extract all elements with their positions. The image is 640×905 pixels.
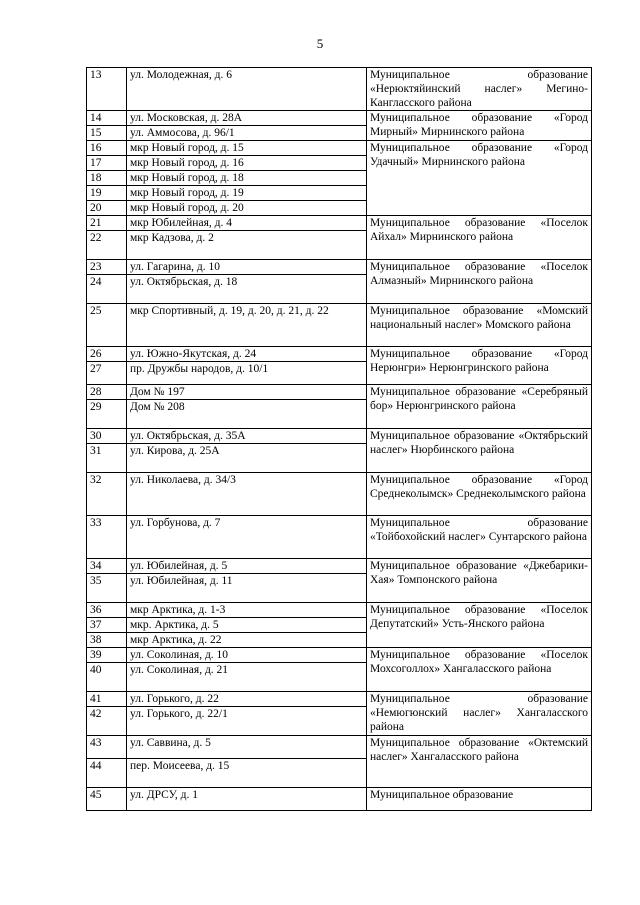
- municipality-cell: Муниципальное образование «Момский национальный наслег» Момского района: [367, 304, 592, 347]
- municipality-cell: Муниципальное образование «Поселок Алмазный» Мирнинского района: [367, 260, 592, 304]
- address-cell: мкр Арктика, д. 1-3: [127, 603, 367, 618]
- address-cell: мкр Юбилейная, д. 4: [127, 216, 367, 231]
- row-number: 30: [87, 429, 127, 444]
- address-cell: пер. Моисеева, д. 15: [127, 759, 367, 788]
- row-number: 18: [87, 171, 127, 186]
- row-number: 17: [87, 156, 127, 171]
- address-cell: ул. Кирова, д. 25А: [127, 444, 367, 473]
- table-row: [87, 347, 592, 362]
- row-number: 16: [87, 141, 127, 156]
- table-row: [87, 516, 592, 559]
- municipality-cell: Муниципальное образование «Октемский наслег» Хангаласского района: [367, 736, 592, 788]
- row-number: 26: [87, 347, 127, 362]
- table-body: [87, 68, 592, 811]
- row-number: 35: [87, 574, 127, 603]
- row-number: 14: [87, 111, 127, 126]
- row-number: 43: [87, 736, 127, 759]
- table-row: [87, 385, 592, 400]
- row-number: 31: [87, 444, 127, 473]
- municipality-cell: Муниципальное образование «Поселок Айхал» Мирнинского района: [367, 216, 592, 260]
- row-number: 22: [87, 231, 127, 260]
- address-cell: ул. Саввина, д. 5: [127, 736, 367, 759]
- address-cell: ул. Юбилейная, д. 5: [127, 559, 367, 574]
- municipality-cell: Муниципальное образование «Город Удачный» Мирнинского района: [367, 141, 592, 216]
- address-cell: мкр. Арктика, д. 5: [127, 618, 367, 633]
- housing-table: [86, 67, 592, 811]
- address-cell: ул. Октябрьская, д. 18: [127, 275, 367, 304]
- table-row: [87, 68, 592, 111]
- address-cell: ул. Соколиная, д. 21: [127, 663, 367, 692]
- municipality-cell: Муниципальное образование «Поселок Мохсоголлох» Хангаласского района: [367, 648, 592, 692]
- municipality-cell: Муниципальное образование «Джебарики-Хая» Томпонского района: [367, 559, 592, 603]
- address-cell: ул. Горького, д. 22/1: [127, 707, 367, 736]
- row-number: 40: [87, 663, 127, 692]
- address-cell: ул. Гагарина, д. 10: [127, 260, 367, 275]
- address-cell: ул. Горбунова, д. 7: [127, 516, 367, 559]
- row-number: 38: [87, 633, 127, 648]
- row-number: 42: [87, 707, 127, 736]
- municipality-cell: Муниципальное образование «Серебряный бор» Нерюнгринского района: [367, 385, 592, 429]
- address-cell: мкр Спортивный, д. 19, д. 20, д. 21, д. 22: [127, 304, 367, 347]
- address-cell: мкр Новый город, д. 20: [127, 201, 367, 216]
- table-row: [87, 260, 592, 275]
- address-cell: ул. Соколиная, д. 10: [127, 648, 367, 663]
- row-number: 23: [87, 260, 127, 275]
- table-row: [87, 473, 592, 516]
- row-number: 21: [87, 216, 127, 231]
- address-cell: ул. Аммосова, д. 96/1: [127, 126, 367, 141]
- row-number: 29: [87, 400, 127, 429]
- table-row: [87, 788, 592, 811]
- address-cell: пр. Дружбы народов, д. 10/1: [127, 362, 367, 385]
- municipality-cell: Муниципальное образование «Тойбохойский наслег» Сунтарского района: [367, 516, 592, 559]
- row-number: 41: [87, 692, 127, 707]
- page-number: 5: [316, 36, 324, 51]
- address-cell: ул. Октябрьская, д. 35А: [127, 429, 367, 444]
- row-number: 33: [87, 516, 127, 559]
- row-number: 34: [87, 559, 127, 574]
- table-row: [87, 429, 592, 444]
- address-cell: мкр Арктика, д. 22: [127, 633, 367, 648]
- row-number: 24: [87, 275, 127, 304]
- row-number: 27: [87, 362, 127, 385]
- municipality-cell: Муниципальное образование «Нерюктяйинский наслег» Мегино-Кангласского района: [367, 68, 592, 111]
- address-cell: Дом № 197: [127, 385, 367, 400]
- address-cell: мкр Новый город, д. 18: [127, 171, 367, 186]
- table-row: [87, 111, 592, 126]
- row-number: 45: [87, 788, 127, 811]
- table-row: [87, 559, 592, 574]
- address-cell: ул. Юбилейная, д. 11: [127, 574, 367, 603]
- row-number: 39: [87, 648, 127, 663]
- address-cell: ул. ДРСУ, д. 1: [127, 788, 367, 811]
- address-cell: ул. Молодежная, д. 6: [127, 68, 367, 111]
- table-row: [87, 648, 592, 663]
- address-cell: ул. Николаева, д. 34/3: [127, 473, 367, 516]
- row-number: 32: [87, 473, 127, 516]
- row-number: 20: [87, 201, 127, 216]
- municipality-cell: Муниципальное образование «Поселок Депутатский» Усть-Янского района: [367, 603, 592, 648]
- municipality-cell: Муниципальное образование «Город Нерюнгри» Нерюнгринского района: [367, 347, 592, 385]
- municipality-cell: Муниципальное образование «Октябрьский наслег» Нюрбинского района: [367, 429, 592, 473]
- table-row: [87, 603, 592, 618]
- row-number: 28: [87, 385, 127, 400]
- address-cell: мкр Новый город, д. 16: [127, 156, 367, 171]
- municipality-cell: Муниципальное образование «Город Мирный» Мирнинского района: [367, 111, 592, 141]
- table-row: [87, 692, 592, 707]
- address-cell: мкр Новый город, д. 19: [127, 186, 367, 201]
- row-number: 44: [87, 759, 127, 788]
- municipality-cell: Муниципальное образование «Немюгюнский наслег» Хангаласского района: [367, 692, 592, 736]
- row-number: 13: [87, 68, 127, 111]
- municipality-cell: Муниципальное образование «Город Среднеколымск» Среднеколымского района: [367, 473, 592, 516]
- address-cell: ул. Южно-Якутская, д. 24: [127, 347, 367, 362]
- table-row: [87, 141, 592, 156]
- address-cell: ул. Горького, д. 22: [127, 692, 367, 707]
- row-number: 15: [87, 126, 127, 141]
- row-number: 36: [87, 603, 127, 618]
- table-row: [87, 304, 592, 347]
- row-number: 25: [87, 304, 127, 347]
- address-cell: Дом № 208: [127, 400, 367, 429]
- row-number: 37: [87, 618, 127, 633]
- table-row: [87, 736, 592, 759]
- municipality-cell: Муниципальное образование: [367, 788, 592, 811]
- address-cell: ул. Московская, д. 28А: [127, 111, 367, 126]
- row-number: 19: [87, 186, 127, 201]
- address-cell: мкр Кадзова, д. 2: [127, 231, 367, 260]
- table-row: [87, 216, 592, 231]
- address-cell: мкр Новый город, д. 15: [127, 141, 367, 156]
